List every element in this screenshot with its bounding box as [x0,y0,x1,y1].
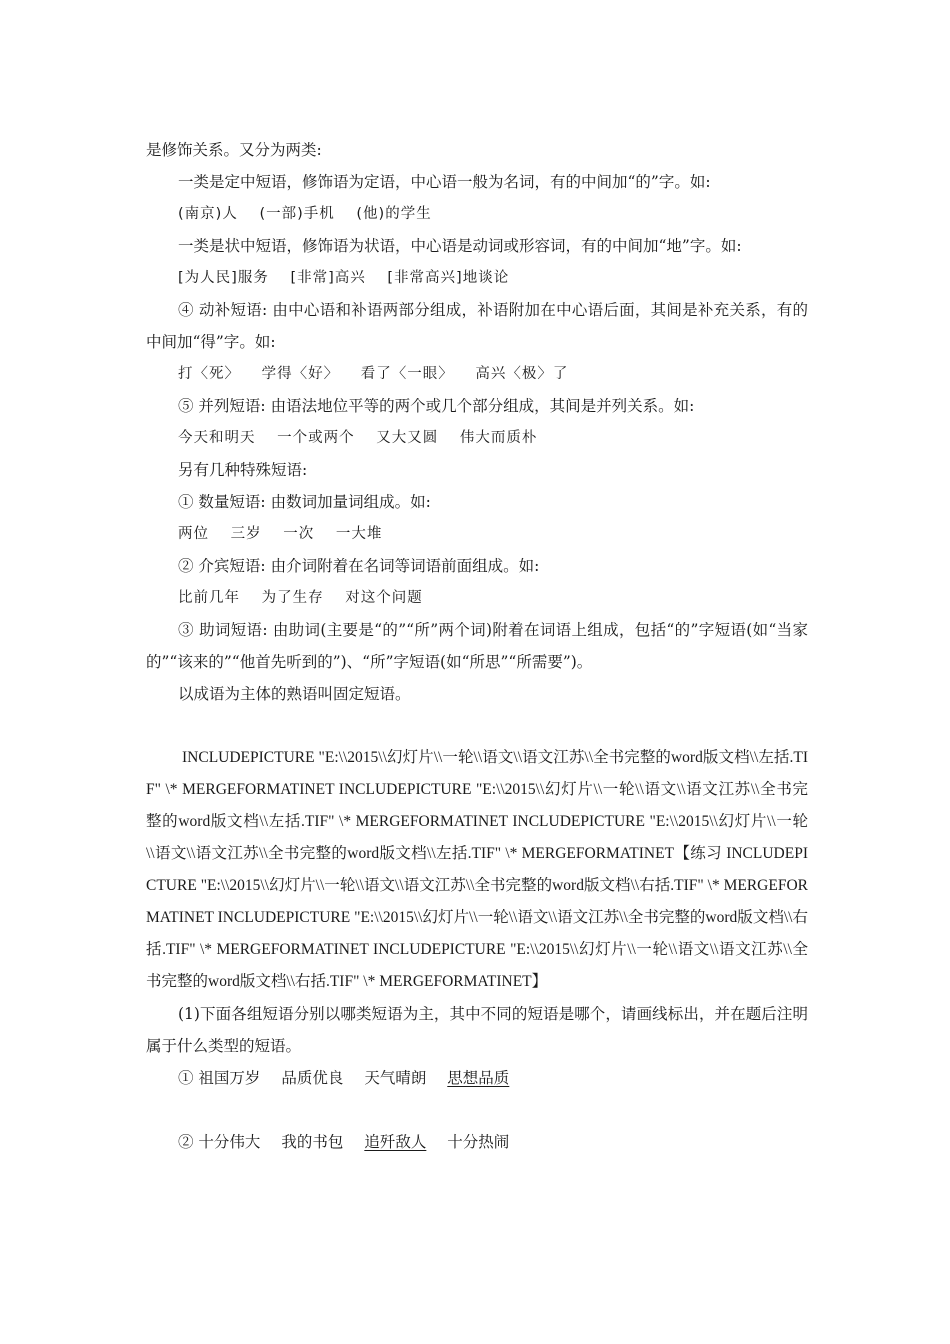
example-line [146,358,808,390]
example-item: 一个或两个 [277,430,355,446]
paragraph: ④ 动补短语: 由中心语和补语两部分组成，补语附加在中心语后面，其间是补充关系，有的中间加“得”字。如: [146,301,808,351]
example-item: [非常]高兴 [290,270,366,286]
example-item: 高兴〈极〉了 [475,366,569,382]
example-item: 又大又圆 [376,430,439,446]
example-item: 打〈死〉 [178,366,240,382]
example-line [146,582,808,614]
text-line: ② 介宾短语: 由介词附着在名词等词语前面组成。如: [178,557,540,575]
example-item: 两位 [178,526,209,542]
example-item: 比前几年 [178,590,240,606]
text-line: 另有几种特殊短语: [178,461,308,479]
exercise-item [146,1062,808,1094]
text-line: ⑤ 并列短语: 由语法地位平等的两个或几个部分组成，其间是并列关系。如: [178,397,695,415]
underlined-phrase: 思想品质 [447,1069,510,1087]
example-item: 今天和明天 [178,430,256,446]
example-item: (他)的学生 [356,206,432,222]
example-item: 一大堆 [335,526,383,542]
paragraph: ③ 助词短语: 由助词(主要是“的”“所”两个词)附着在词语上组成，包括“的”字短语(如“当家的”“该来的”“他首先听到的”)、“所”字短语(如“所思”“所需要”)。 [146,621,808,671]
text-line: 以成语为主体的熟语叫固定短语。 [178,685,411,703]
text-line: 一类是定中短语，修饰语为定语，中心语一般为名词，有的中间加“的”字。如: [178,173,711,191]
example-item: (南京)人 [178,206,238,222]
example-item: 看了〈一眼〉 [360,366,454,382]
blank-line [146,1094,808,1126]
document-page [146,134,808,1158]
example-item: [非常高兴]地谈论 [387,270,510,286]
example-item: 学得〈好〉 [261,366,340,382]
includepicture-field-codes: INCLUDEPICTURE "E:\\2015\\幻灯片\\一轮\\语文\\语文江苏\\全书完整的word版文档\\左括.TIF" \* MERGEFORMATINET INCLUDEPICTURE "E:\\2015\\幻灯片\\一轮\\语文\\语文江苏\\全书完整的word版文档\\左括.TIF" \* MERGEFORMATINET INCLUDEPICTURE "E:\\2015\\幻灯片\\一轮\\语文\\语文江苏\\全书完整的word版文档\\左括.TIF" \* MERGEFORMATINET【练习 INCLUDEPICTURE "E:\\2015\\幻灯片\\一轮\\语文\\语文江苏\\全书完整的word版文档\\右括.TIF" \* MERGEFORMATINET INCLUDEPICTURE "E:\\2015\\幻灯片\\一轮\\语文\\语文江苏\\全书完整的word版文档\\右括.TIF" \* MERGEFORMATINET INCLUDEPICTURE "E:\\2015\\幻灯片\\一轮\\语文\\语文江苏\\全书完整的word版文档\\右括.TIF" \* MERGEFORMATINET】 [146,749,808,990]
phrase: 我的书包 [281,1133,344,1151]
example-item: 为了生存 [261,590,324,606]
underlined-phrase: 追歼敌人 [364,1133,427,1151]
phrase: ① 祖国万岁 [178,1069,261,1087]
exercise-question: (1)下面各组短语分别以哪类短语为主，其中不同的短语是哪个，请画线标出，并在题后注明属于什么类型的短语。 [146,1005,808,1055]
example-line [146,262,808,294]
phrase: 十分热闹 [447,1133,510,1151]
exercise-item [146,1126,808,1158]
example-line [146,422,808,454]
text-line: ① 数量短语: 由数词加量词组成。如: [178,493,431,511]
example-item: 对这个问题 [345,590,423,606]
example-item: [为人民]服务 [178,270,269,286]
example-line [146,198,808,230]
text-line: 是修饰关系。又分为两类: [146,141,322,159]
phrase: ② 十分伟大 [178,1133,261,1151]
phrase: 天气晴朗 [364,1069,427,1087]
example-item: 三岁 [230,526,262,542]
phrase: 品质优良 [281,1069,344,1087]
example-item: (一部)手机 [259,206,335,222]
text-line: 一类是状中短语，修饰语为状语，中心语是动词或形容词，有的中间加“地”字。如: [178,237,742,255]
example-item: 伟大而质朴 [459,430,538,446]
example-line [146,518,808,550]
example-item: 一次 [283,526,315,542]
